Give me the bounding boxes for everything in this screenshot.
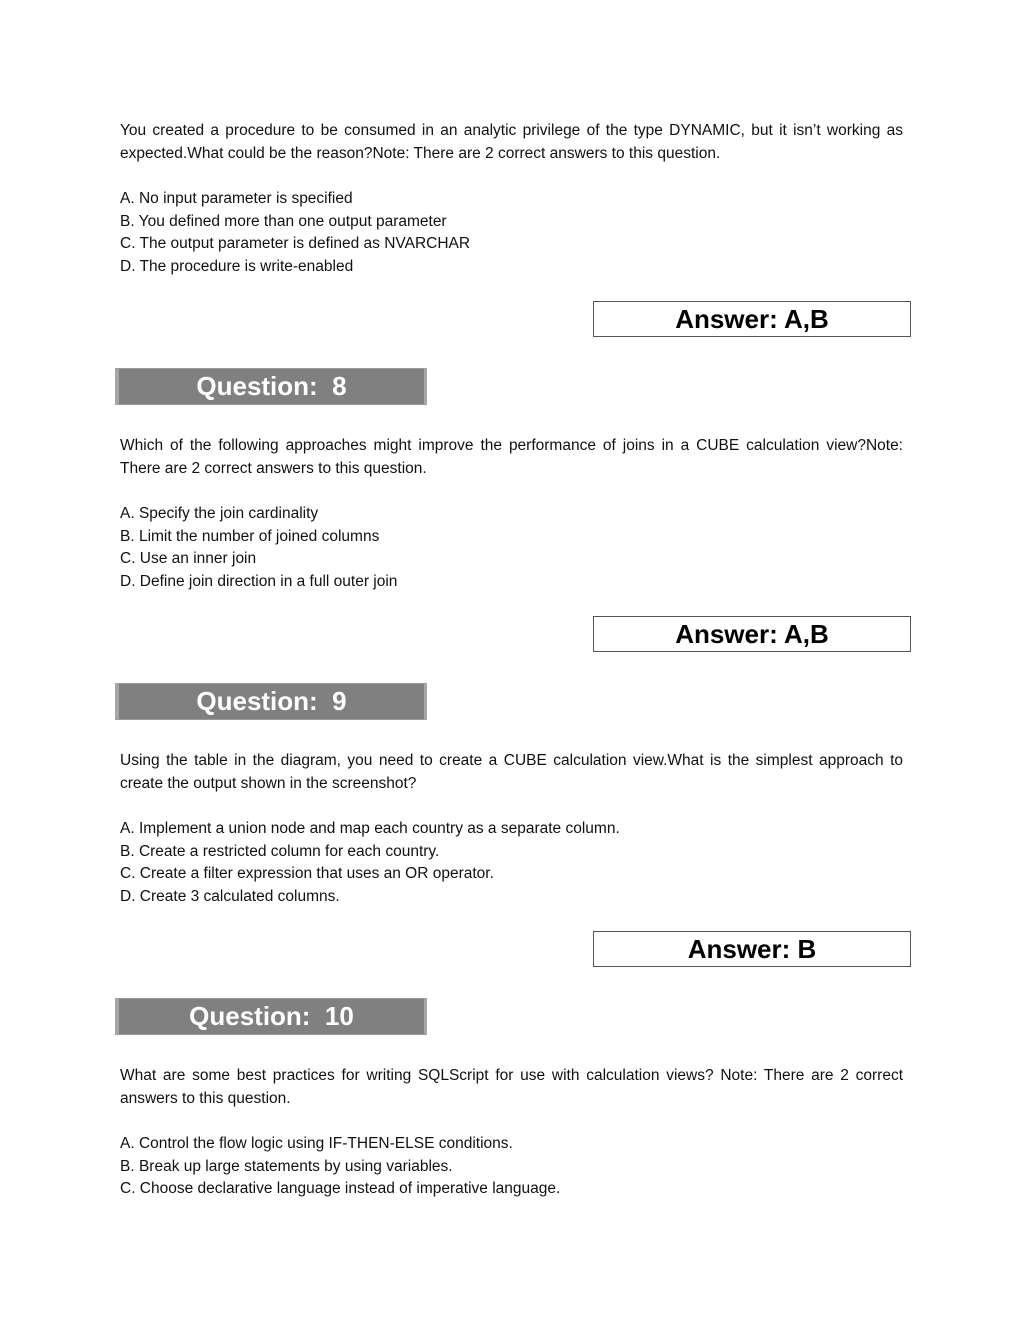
question-9-heading: Question: 9 bbox=[115, 683, 427, 720]
question-8-options bbox=[120, 503, 397, 593]
option-a: A. Control the flow logic using IF-THEN-ELSE conditions. bbox=[120, 1135, 513, 1152]
option-a: A. No input parameter is specified bbox=[120, 190, 353, 207]
question-8-text: Which of the following approaches might improve the performance of joins in a CUBE calculation view?Note: There are 2 correct answers to this question. bbox=[120, 437, 903, 477]
option-d: D. Create 3 calculated columns. bbox=[120, 887, 340, 905]
question-10-text: What are some best practices for writing SQLScript for use with calculation views? Note: There are 2 correct answers to this question. bbox=[120, 1067, 903, 1107]
question-10-options bbox=[120, 1133, 560, 1201]
option-b: B. Create a restricted column for each country. bbox=[120, 842, 440, 860]
option-c: C. Create a filter expression that uses an OR operator. bbox=[120, 865, 494, 882]
option-d: D. The procedure is write-enabled bbox=[120, 257, 354, 275]
question-10-heading: Question: 10 bbox=[115, 998, 427, 1035]
option-b: B. Break up large statements by using variables. bbox=[120, 1157, 453, 1175]
option-c: C. Choose declarative language instead of imperative language. bbox=[120, 1180, 561, 1197]
question-9-answer-box: Answer: B bbox=[593, 931, 911, 967]
option-b: B. You defined more than one output parameter bbox=[120, 212, 447, 230]
option-a: A. Implement a union node and map each country as a separate column. bbox=[120, 820, 620, 837]
question-8-answer-box: Answer: A,B bbox=[593, 616, 911, 652]
option-c: C. The output parameter is defined as NVARCHAR bbox=[120, 235, 471, 252]
question-7-answer-box: Answer: A,B bbox=[593, 301, 911, 337]
question-8-heading: Question: 8 bbox=[115, 368, 427, 405]
question-7-options bbox=[120, 188, 470, 278]
question-9-text: Using the table in the diagram, you need to create a CUBE calculation view.What is the simplest approach to create the output shown in the screenshot? bbox=[120, 752, 903, 792]
question-7-text: You created a procedure to be consumed in an analytic privilege of the type DYNAMIC, but it isn’t working as expected.What could be the reason?Note: There are 2 correct answers to this question. bbox=[120, 122, 903, 162]
option-d: D. Define join direction in a full outer join bbox=[120, 572, 398, 590]
option-a: A. Specify the join cardinality bbox=[120, 505, 319, 522]
question-9-options bbox=[120, 818, 620, 908]
option-b: B. Limit the number of joined columns bbox=[120, 527, 380, 545]
option-c: C. Use an inner join bbox=[120, 550, 257, 567]
